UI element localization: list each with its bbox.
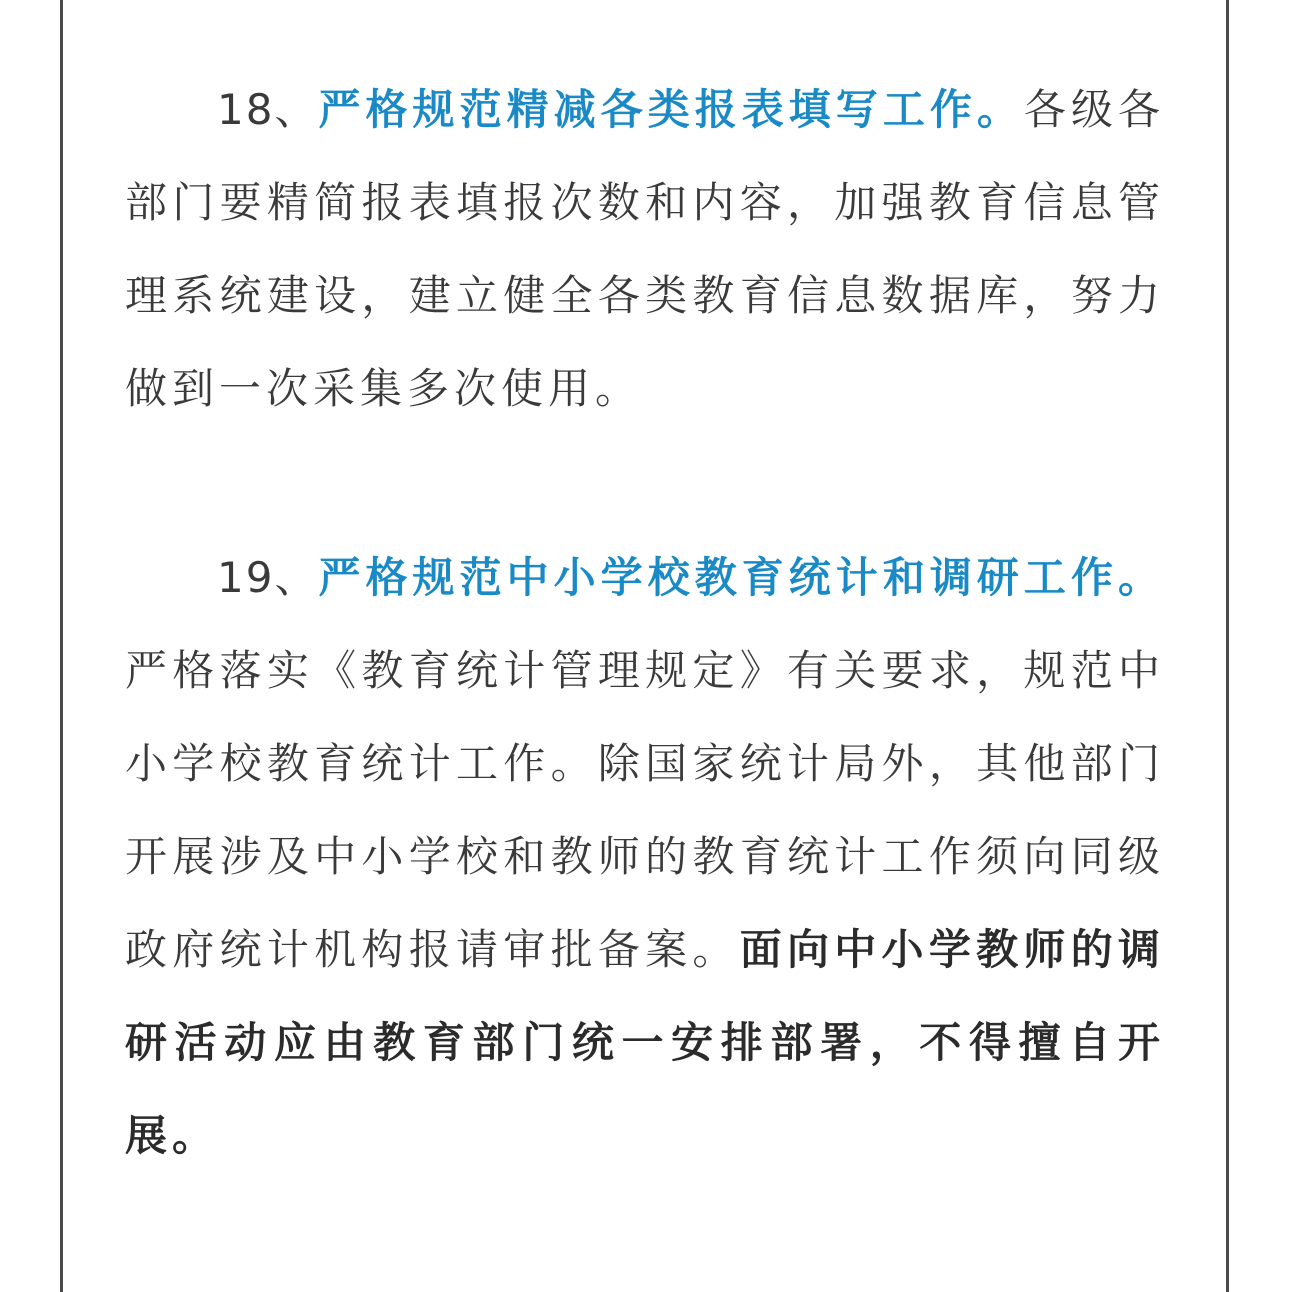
item-19-heading: 严格规范中小学校教育统计和调研工作。	[318, 553, 1165, 602]
frame-left-border	[60, 0, 63, 1292]
frame-right-border	[1226, 0, 1229, 1292]
item-19-body: 严格落实《教育统计管理规定》有关要求，规范中小学校教育统计工作。除国家统计局外，其他部门开展涉及中小学校和教师的教育统计工作须向同级政府统计机构报请审批备案。	[125, 646, 1165, 974]
item-19-number: 19、	[217, 553, 319, 602]
item-18-number: 18、	[217, 85, 319, 134]
item-18-body: 各级各部门要精简报表填报次数和内容，加强教育信息管理系统建设，建立健全各类教育信息数据库，努力做到一次采集多次使用。	[125, 85, 1165, 413]
item-19-emphasis: 面向中小学教师的调研活动应由教育部门统一安排部署，不得擅自开展。	[125, 925, 1165, 1160]
item-18-paragraph	[125, 63, 1165, 435]
item-18-heading: 严格规范精减各类报表填写工作。	[318, 85, 1024, 134]
item-19-paragraph	[125, 531, 1165, 1182]
